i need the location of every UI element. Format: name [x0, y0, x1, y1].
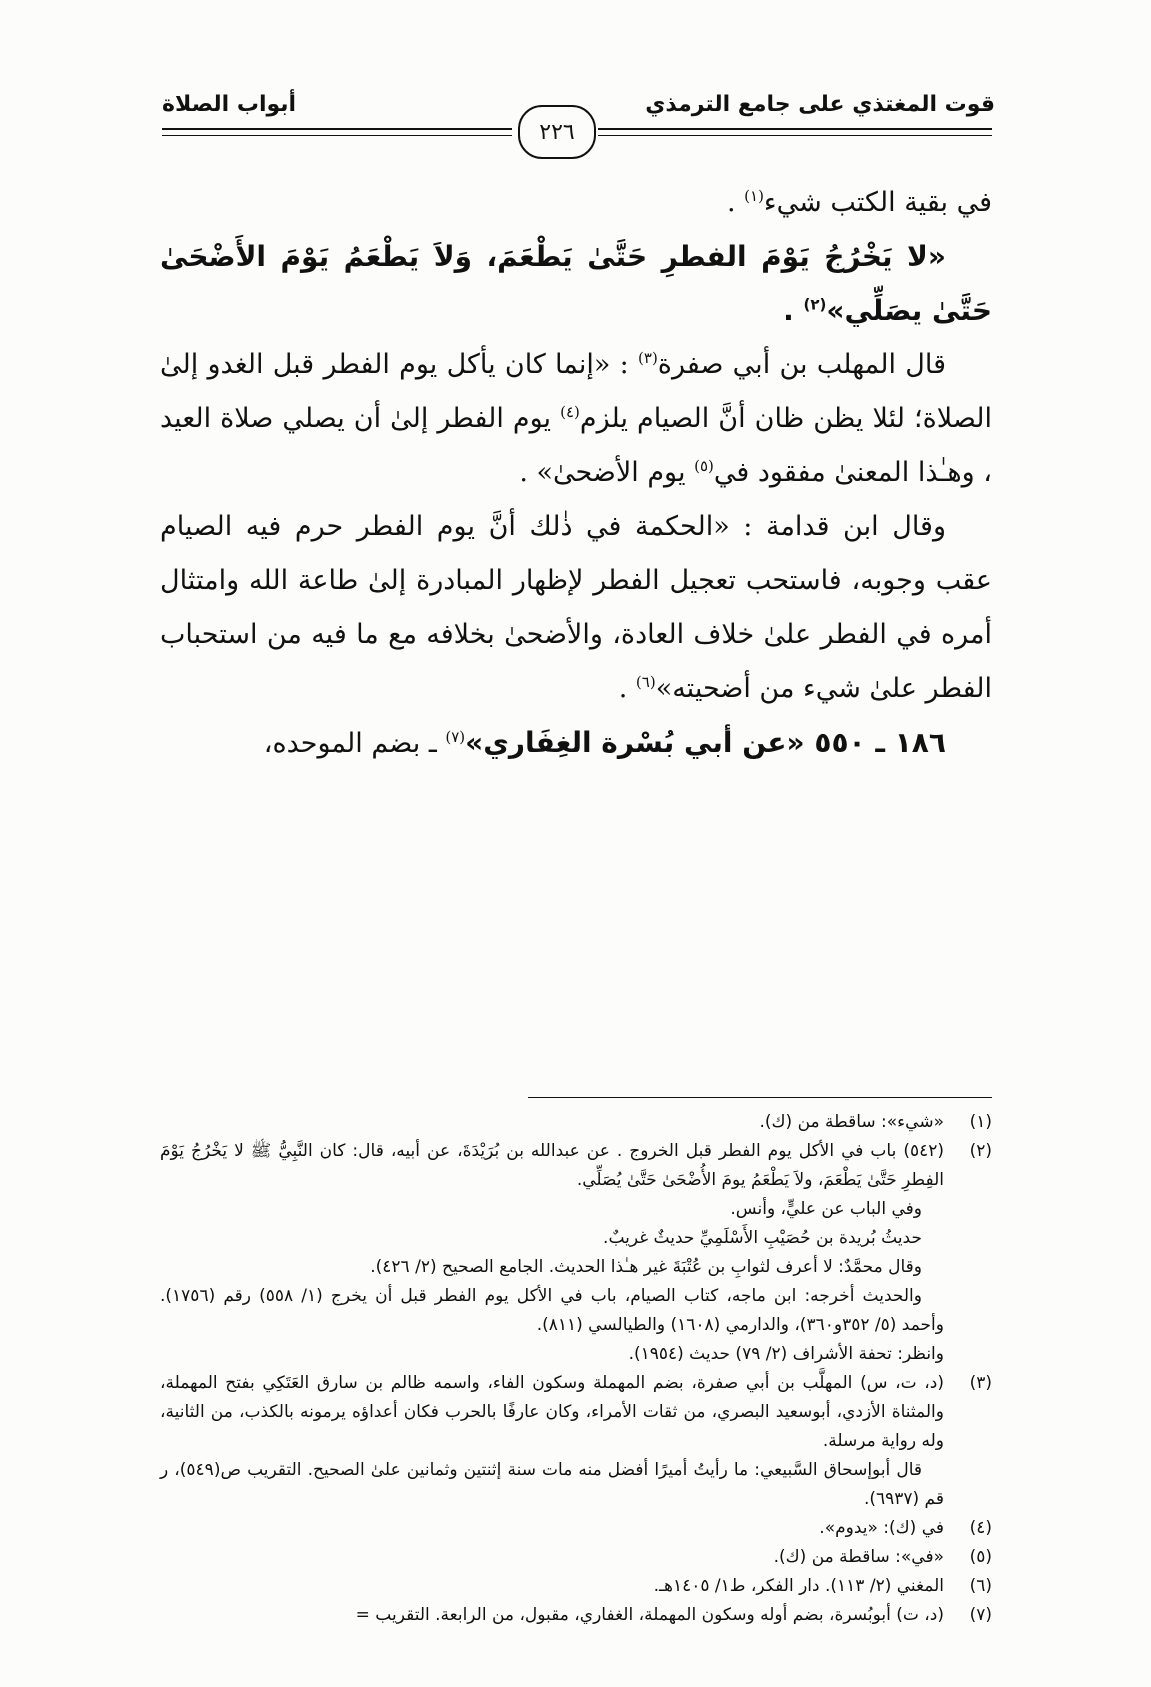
- p4-text: وقال ابن قدامة : «الحكمة في ذٰلك أنَّ يوم الفطر حرم فيه الصيام عقب وجوبه، فاستحب تعجيل الفطر لإظهار المبادرة إلىٰ طاعة الله وامتثال أمره في الفطر علىٰ خلاف العادة، والأضحىٰ بخلافه مع ما فيه من استحباب الفطر علىٰ شيء من أضحيته»: [160, 511, 992, 704]
- paragraph-1-end: .: [726, 187, 736, 218]
- footnote-number: (٣): [969, 1373, 992, 1393]
- hadith-end: .: [783, 294, 794, 327]
- footnote-text: «في»: ساقطة من (ك).: [773, 1547, 944, 1567]
- footnote-ref-3: (٣): [638, 349, 658, 367]
- footnote-6: [160, 1572, 992, 1601]
- footnote-text: وانظر: تحفة الأشراف (٢/ ٧٩) حديث (١٩٥٤).: [628, 1344, 944, 1364]
- p3-part-d: يوم الأضحىٰ» .: [519, 457, 686, 488]
- running-head-chapter: أبواب الصلاة: [162, 92, 297, 117]
- paragraph-1: [160, 176, 992, 230]
- footnote-separator: [528, 1097, 992, 1098]
- page-number: ٢٢٦: [518, 105, 596, 159]
- footnote-ref-7: (٧): [445, 728, 466, 746]
- footnote-ref-2: (٢): [803, 295, 827, 314]
- footnote-ref-5: (٥): [694, 457, 714, 475]
- footnote-number: (٢): [969, 1141, 992, 1161]
- main-text: [160, 176, 992, 771]
- p4-end: .: [618, 673, 628, 704]
- header-rule-right-bottom: [598, 135, 992, 136]
- footnote-5: [160, 1543, 992, 1572]
- footnote-2: [160, 1137, 992, 1369]
- footnote-text: المغني (٢/ ١١٣). دار الفكر، ط١/ ١٤٠٥هـ.: [653, 1576, 944, 1596]
- paragraph-5: [160, 716, 992, 771]
- footnote-4: [160, 1514, 992, 1543]
- footnote-text: في (ك): «يدوم».: [819, 1518, 944, 1538]
- paragraph-3: [160, 338, 992, 500]
- footnote-ref-4: (٤): [560, 403, 580, 421]
- hadith-number-heading: ١٨٦ ـ ٥٥٠ «عن أبي بُسْرة الغِفَاري»: [465, 726, 946, 759]
- footnote-text: وفي الباب عن عليٍّ، وأنس.: [730, 1199, 922, 1219]
- footnote-3: [160, 1369, 992, 1514]
- footnote-text: «شيء»: ساقطة من (ك).: [759, 1112, 944, 1132]
- footnote-text: (د، ت، س) المهلَّب بن أبي صفرة، بضم المهملة وسكون الفاء، واسمه ظالم بن سارق العَتَكِي بفتح المهملة، والمثناة الأزدي، أبوسعيد البصري، من ثقات الأمراء، وكان عارفًا بالحرب فكان أعداؤه يرمونه بالكذب، من الثانية، وله رواية مرسلة.: [160, 1373, 944, 1451]
- footnote-text: (٥٤٢) باب في الأكل يوم الفطر قبل الخروج . عن عبدالله بن بُرَيْدَةَ، عن أبيه، قال: كان النَّبِيُّ ﷺ لا يَخْرُجُ يَوْمَ الفِطرِ حَتَّىٰ يَطْعَمَ، ولاَ يَطْعَمُ يومَ الأُضْحَىٰ حَتَّىٰ يُصَلِّي.: [160, 1141, 944, 1190]
- footnote-number: (٦): [969, 1576, 992, 1596]
- footnote-text: قال أبوإسحاق السَّبيعي: ما رأيتُ أميرًا أفضل منه مات سنة إثنتين وثمانين علىٰ الصحيح. التقريب ص(٥٤٩)، ر قم (٦٩٣٧).: [160, 1460, 944, 1509]
- footnote-number: (٤): [969, 1518, 992, 1538]
- footnote-number: (٧): [969, 1605, 992, 1625]
- running-head-book-title: قوت المغتذي على جامع الترمذي: [645, 92, 995, 117]
- footnote-1: [160, 1108, 992, 1137]
- footnote-number: (٥): [969, 1547, 992, 1567]
- footnotes: [160, 1108, 992, 1630]
- hadith-text: [160, 230, 992, 338]
- header-rule-right-top: [598, 128, 992, 130]
- footnote-7: [160, 1601, 992, 1630]
- paragraph-4: [160, 500, 992, 716]
- footnote-text: والحديث أخرجه: ابن ماجه، كتاب الصيام، باب في الأكل يوم الفطر قبل أن يخرج (١/ ٥٥٨) رقم (١٧٥٦). وأحمد (٥/ ٣٥٢و٣٦٠)، والدارمي (١٦٠٨) والطيالسي (٨١١).: [160, 1286, 944, 1335]
- p3-part-b: : «إنما كان يأكل يوم الفطر قبل الغدو إلىٰ الصلاة؛ لئلا يظن ظان أنَّ الصيام يلزم: [160, 349, 992, 434]
- footnote-ref-6: (٦): [635, 673, 656, 691]
- p3-part-a: قال المهلب بن أبي صفرة: [657, 349, 947, 380]
- footnote-text: (د، ت) أبوبُسرة، بضم أوله وسكون المهملة، الغفاري، مقبول، من الرابعة. التقريب =: [355, 1605, 944, 1625]
- footnote-ref-1: (١): [744, 187, 764, 205]
- header-rule-left-bottom: [162, 135, 512, 136]
- footnote-text: حديثُ بُريدة بن حُصَيْبِ الأَسْلَمِيِّ حديثٌ غريبٌ.: [603, 1228, 922, 1248]
- header-rule-left-top: [162, 128, 512, 130]
- footnote-number: (١): [969, 1112, 992, 1132]
- hadith-quote: «لا يَخْرُجُ يَوْمَ الفطرِ حَتَّىٰ يَطْعَمَ، وَلاَ يَطْعَمُ يَوْمَ الأَضْحَىٰ حَتَّىٰ يصَلِّي»: [160, 240, 992, 327]
- p5-rest: ـ بضم الموحده،: [263, 728, 437, 759]
- footnote-text: وقال محمَّدٌ: لا أعرف لثوابِ بن عُتْبَةَ غير هـٰذا الحديث. الجامع الصحيح (٢/ ٤٢٦).: [370, 1257, 922, 1277]
- p3-part-c: يوم الفطر إلىٰ أن يصلي صلاة العيد ، وهـٰذا المعنىٰ مفقود في: [160, 403, 992, 488]
- paragraph-1-text: في بقية الكتب شيء: [763, 187, 992, 218]
